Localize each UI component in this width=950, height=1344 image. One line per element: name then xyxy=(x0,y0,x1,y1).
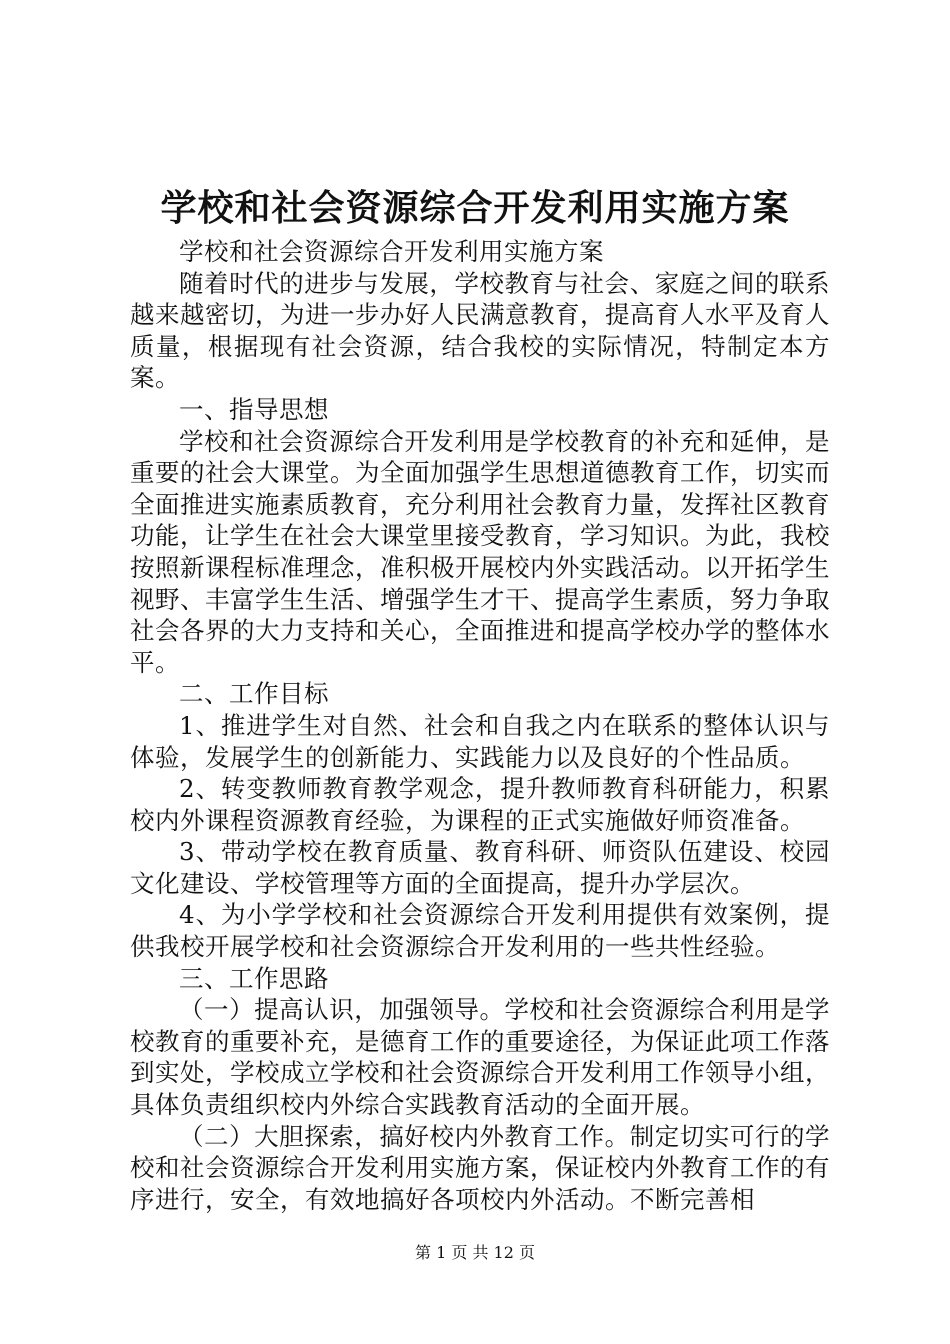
document-title: 学校和社会资源综合开发利用实施方案 xyxy=(160,187,790,229)
paragraph-goal-2: 2、转变教师教育教学观念，提升教师教育科研能力，积累校内外课程资源教育经验，为课程的正式实施做好师资准备。 xyxy=(130,774,830,835)
paragraph-goal-3: 3、带动学校在教育质量、教育科研、师资队伍建设、校园文化建设、学校管理等方面的全面提高，提升办学层次。 xyxy=(130,837,830,898)
paragraph-approach-1: （一）提高认识，加强领导。学校和社会资源综合利用是学校教育的重要补充，是德育工作的重要途径，为保证此项工作落到实处，学校成立学校和社会资源综合开发利用工作领导小组，具体负责组织校内外综合实践教育活动的全面开展。 xyxy=(130,995,830,1120)
paragraph-goal-1: 1、推进学生对自然、社会和自我之内在联系的整体认识与体验，发展学生的创新能力、实践能力以及良好的个性品质。 xyxy=(130,710,830,772)
paragraph-approach-2: （二）大胆探索，搞好校内外教育工作。制定切实可行的学校和社会资源综合开发利用实施方案，保证校内外教育工作的有序进行，安全，有效地搞好各项校内外活动。不断完善相 xyxy=(130,1121,830,1214)
paragraph-intro: 随着时代的进步与发展，学校教育与社会、家庭之间的联系越来越密切，为进一步办好人民满意教育，提高育人水平及育人质量，根据现有社会资源，结合我校的实际情况，特制定本方案。 xyxy=(130,268,830,393)
section-heading-work-approach: 三、工作思路 xyxy=(179,963,329,993)
page-footer: 第 1 页 共 12 页 xyxy=(415,1243,535,1262)
section-heading-guiding-ideology: 一、指导思想 xyxy=(179,394,329,424)
paragraph-subtitle: 学校和社会资源综合开发利用实施方案 xyxy=(179,237,604,266)
paragraph-guiding-ideology: 学校和社会资源综合开发利用是学校教育的补充和延伸，是重要的社会大课堂。为全面加强学生思想道德教育工作，切实而全面推进实施素质教育，充分利用社会教育力量，发挥社区教育功能，让学生在社会大课堂里接受教育，学习知识。为此，我校按照新课程标准理念，准积极开展校内外实践活动。以开拓学生视野、丰富学生生活、增强学生才干、提高学生素质，努力争取社会各界的大力支持和关心，全面推进和提高学校办学的整体水平。 xyxy=(130,426,830,677)
document-body xyxy=(130,236,830,1215)
section-heading-work-goals: 二、工作目标 xyxy=(179,679,329,709)
paragraph-goal-4: 4、为小学学校和社会资源综合开发利用提供有效案例，提供我校开展学校和社会资源综合开发利用的一些共性经验。 xyxy=(130,900,830,962)
